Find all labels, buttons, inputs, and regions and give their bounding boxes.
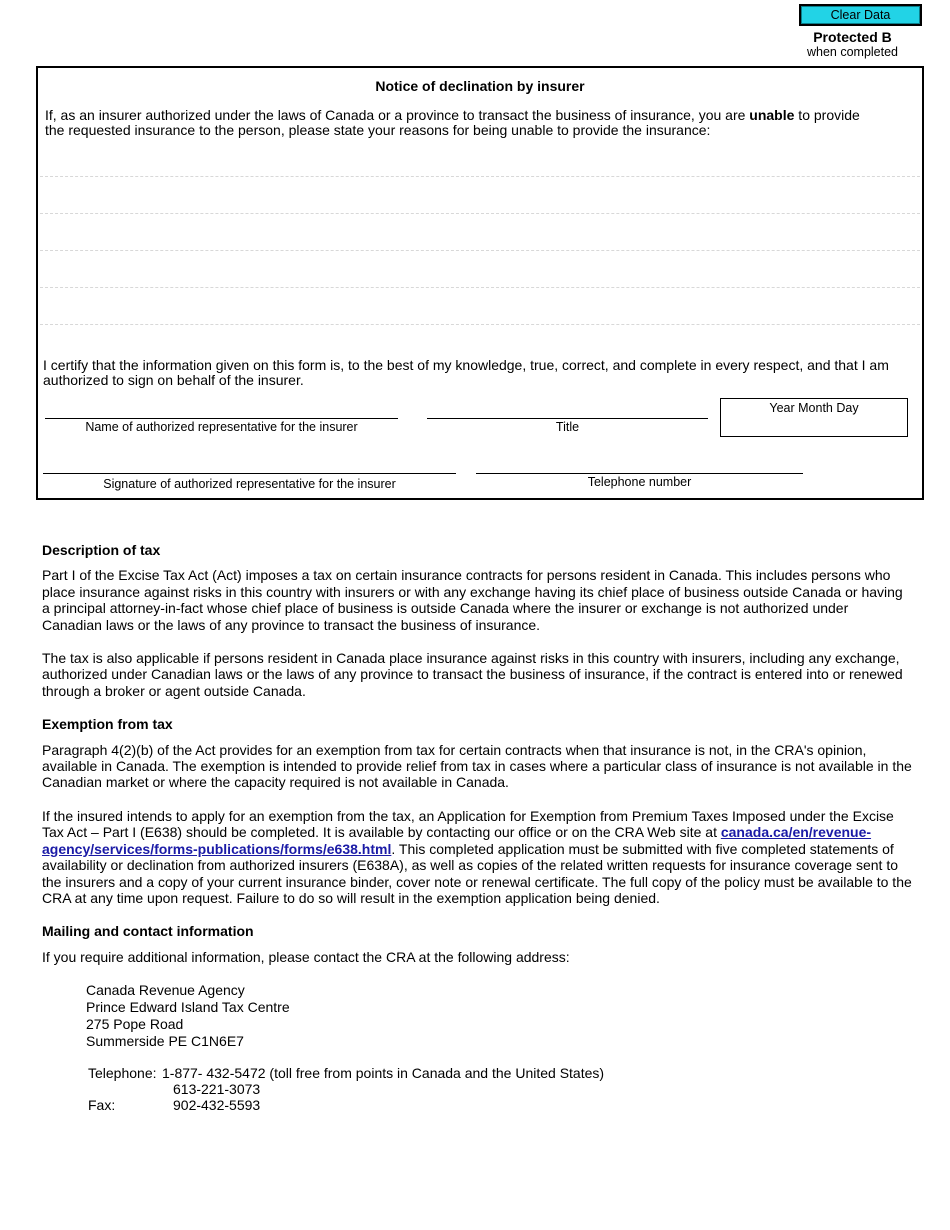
reason-line-3[interactable] xyxy=(40,250,920,251)
form-intro xyxy=(45,108,882,138)
contact-numbers xyxy=(88,1065,912,1113)
title-label: Title xyxy=(555,420,580,434)
description-paragraph-2: The tax is also applicable if persons resident in Canada place insurance against risks in this country with insurers, including any exchange, authorized under Canadian laws or the laws of any province to transact the business of insurance, if the contract is entered into or renewed through a broker or agent outside Canada. xyxy=(42,650,903,699)
date-field[interactable] xyxy=(720,398,908,437)
telephone-label: Telephone number xyxy=(587,475,692,489)
exemption-text-a: If the insured intends to apply for an exemption from the tax, an Application for Exemption from Premium Taxes Imposed under the Excise Tax Act – Part I (E638) should be completed. It is available by contacting our office or on the CRA Web site at xyxy=(42,807,894,841)
exemption-text-b: . This completed application must be submitted with five completed statements of availability or declination from authorized insurers (E638A), as well as copies of the related written requests for insurance coverage sent to the insurers and a copy of your current insurance binder, cover note or renewal certificate. The full copy of the policy must be available to the CRA at any time upon request. Failure to do so will result in the exemption application being denied. xyxy=(42,840,912,906)
intro-bold: unable xyxy=(749,107,795,123)
telephone-key: Telephone: xyxy=(88,1065,157,1082)
name-label: Name of authorized representative for the insurer xyxy=(85,420,358,434)
description-heading: Description of tax xyxy=(42,542,161,558)
address-line: Prince Edward Island Tax Centre xyxy=(86,999,290,1016)
description-paragraph-1: Part I of the Excise Tax Act (Act) imposes a tax on certain insurance contracts for persons resident in Canada. This includes persons who place insurance against risks in this country with insurers or with any exchange having its chief place of business outside Canada or having a principal attorney-in-fact whose chief place of business is outside Canada where the insurer or exchange is not authorized under Canadian laws or the laws of any province to transact the business of insurance. xyxy=(42,567,903,633)
mailing-address xyxy=(86,982,912,1050)
reason-line-2[interactable] xyxy=(40,213,920,214)
form-title: Notice of declination by insurer xyxy=(375,78,585,94)
telephone-number-1: 1-877- 432-5472 (toll free from points in Canada and the United States) xyxy=(162,1065,605,1082)
reason-line-1[interactable] xyxy=(40,176,920,177)
name-field[interactable] xyxy=(45,418,398,419)
mailing-intro: If you require additional information, please contact the CRA at the following address: xyxy=(42,948,570,965)
signature-field[interactable] xyxy=(43,473,456,474)
exemption-paragraph-2 xyxy=(42,808,912,906)
declination-form xyxy=(36,66,924,500)
telephone-field[interactable] xyxy=(476,473,803,474)
title-field[interactable] xyxy=(427,418,708,419)
mailing-heading: Mailing and contact information xyxy=(42,923,254,940)
date-label: Year Month Day xyxy=(769,401,859,415)
information-section xyxy=(42,542,912,1113)
exemption-heading: Exemption from tax xyxy=(42,716,173,733)
fax-number: 902-432-5593 xyxy=(173,1097,261,1114)
clear-data-button[interactable]: Clear Data xyxy=(799,4,922,26)
address-line: Summerside PE C1N6E7 xyxy=(86,1033,244,1050)
address-line: 275 Pope Road xyxy=(86,1016,184,1033)
reason-line-4[interactable] xyxy=(40,287,920,288)
reason-line-5[interactable] xyxy=(40,324,920,325)
address-line: Canada Revenue Agency xyxy=(86,982,245,999)
intro-text-a: If, as an insurer authorized under the laws of Canada or a province to transact the business of insurance, you are xyxy=(45,107,750,123)
protected-subtitle: when completed xyxy=(806,45,898,59)
protected-title: Protected B xyxy=(813,29,892,45)
protected-b-label xyxy=(807,29,898,59)
signature-label: Signature of authorized representative for the insurer xyxy=(103,477,396,491)
fax-key: Fax: xyxy=(88,1097,116,1114)
exemption-paragraph-1: Paragraph 4(2)(b) of the Act provides for an exemption from tax for certain contracts when that insurance is not, in the CRA's opinion, available in Canada. The exemption is intended to provide relief from tax in cases where a particular class of insurance is not available in the Canadian market or where the capacity required is not available in Canada. xyxy=(42,741,912,791)
intro-text-b: to provide the requested insurance to the person, please state your reasons for being unable to provide the insurance: xyxy=(45,107,860,138)
e638-form-link[interactable]: canada.ca/en/revenue-agency/services/forms-publications/forms/e638.html xyxy=(42,824,872,857)
certification-text: I certify that the information given on this form is, to the best of my knowledge, true, correct, and complete in every respect, and that I am authorized to sign on behalf of the insurer. xyxy=(43,357,889,388)
telephone-number-2: 613-221-3073 xyxy=(173,1081,261,1098)
